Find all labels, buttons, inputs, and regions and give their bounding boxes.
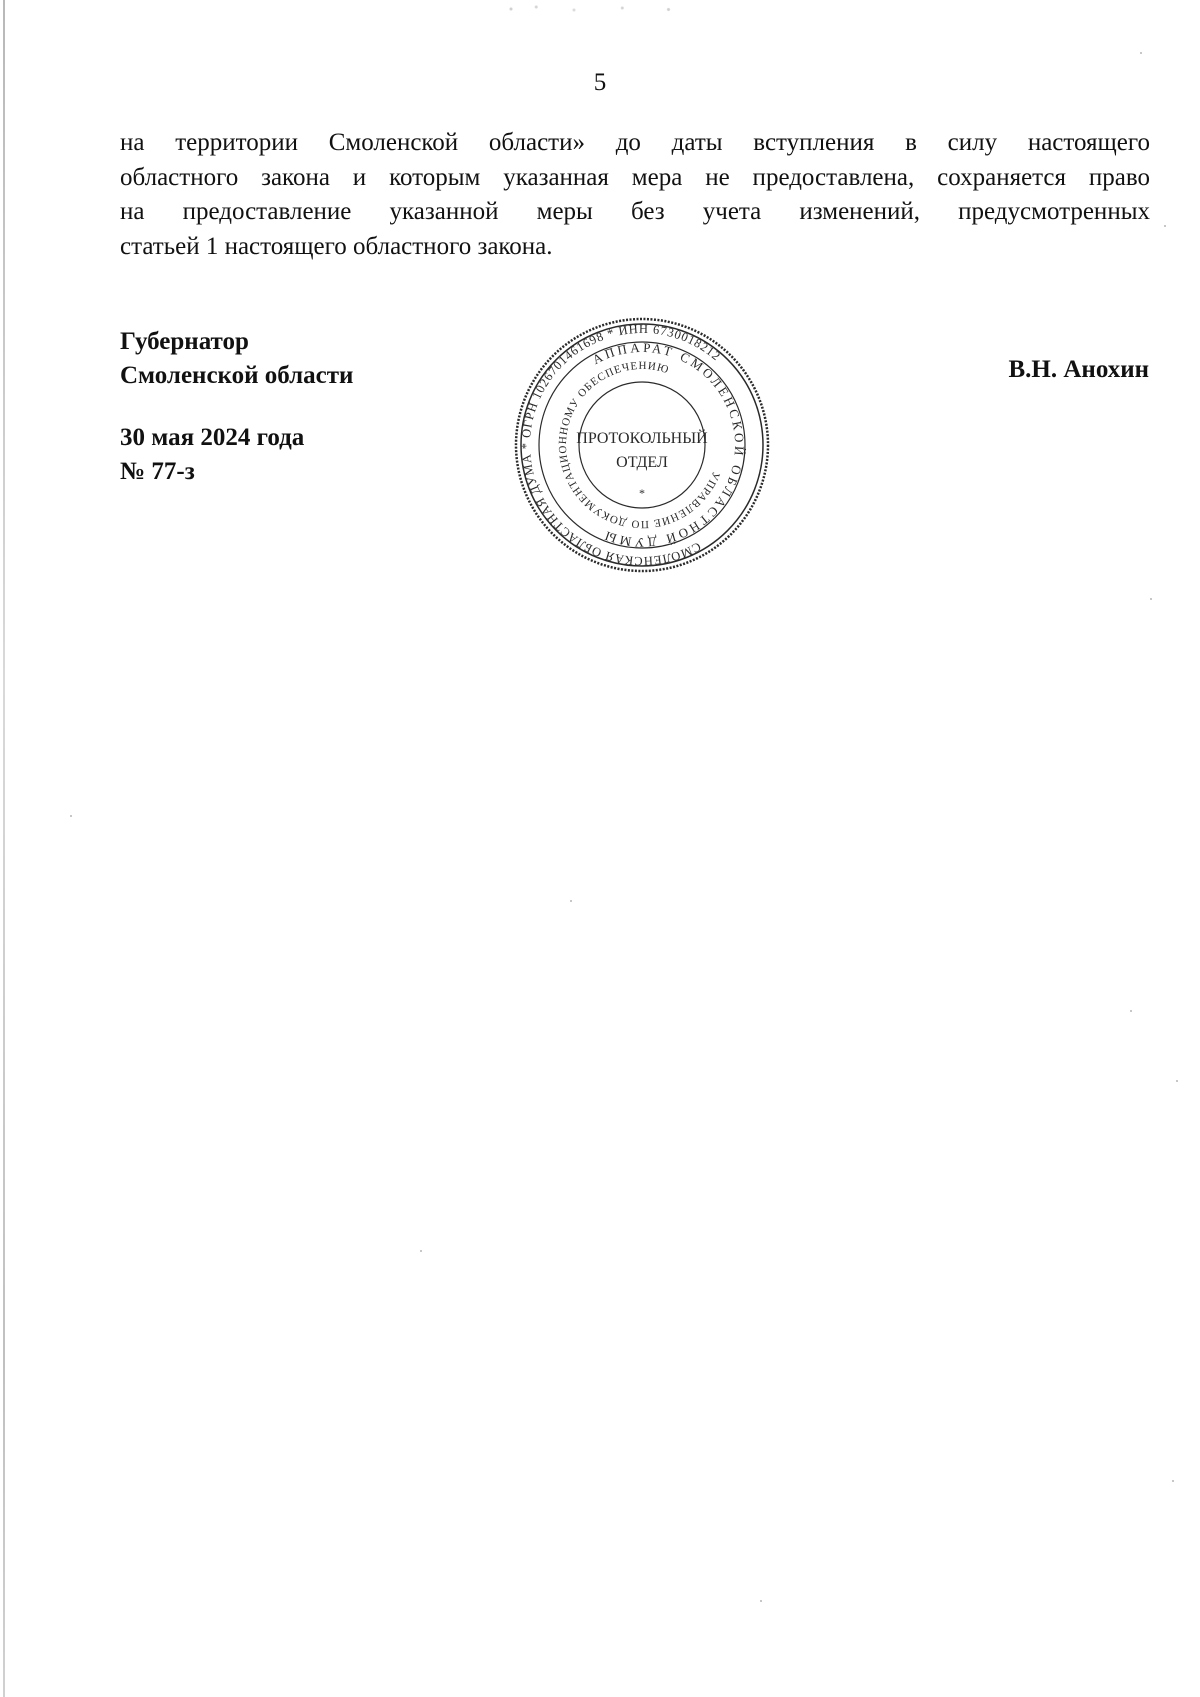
signatory-name: В.Н. Анохин xyxy=(1008,356,1149,383)
law-date: 30 мая 2024 года xyxy=(120,424,305,451)
body-paragraph xyxy=(120,126,1150,264)
body-line: на территории Смоленской области» до даты вступления в силу настоящего xyxy=(120,129,1150,156)
seal-middle-text: АППАРАТ СМОЛЕНСКОЙ ОБЛАСТНОЙ ДУМЫ xyxy=(589,339,748,551)
seal-center-text-1: ПРОТОКОЛЬНЫЙ xyxy=(576,430,708,447)
seal-center-text-2: ОТДЕЛ xyxy=(616,454,668,471)
seal-star: * xyxy=(639,486,645,500)
body-line: статьей 1 настоящего областного закона. xyxy=(120,232,553,260)
seal-inner-text: УПРАВЛЕНИЕ ПО ДОКУМЕНТАЦИОННОМУ ОБЕСПЕЧЕНИЮ xyxy=(556,359,722,531)
official-seal-graphic xyxy=(512,315,772,575)
scan-left-edge xyxy=(3,0,5,1697)
body-line: областного закона и которым указанная мера не предоставлена, сохраняется право xyxy=(120,163,1150,191)
law-details xyxy=(120,421,304,489)
body-line: на предоставление указанной меры без учета изменений, предусмотренных xyxy=(120,198,1150,225)
law-number: № 77-з xyxy=(120,458,195,485)
official-seal xyxy=(512,315,772,575)
signatory-position xyxy=(120,325,353,393)
signatory-region: Смоленской области xyxy=(120,362,354,389)
page-number: 5 xyxy=(593,69,607,96)
signatory-title: Губернатор xyxy=(120,328,249,355)
scan-noise xyxy=(490,4,700,14)
seal-outer-text: СМОЛЕНСКАЯ ОБЛАСТНАЯ ДУМА * ОГРН 1026701461698 * ИНН 6730018212 xyxy=(518,321,724,569)
